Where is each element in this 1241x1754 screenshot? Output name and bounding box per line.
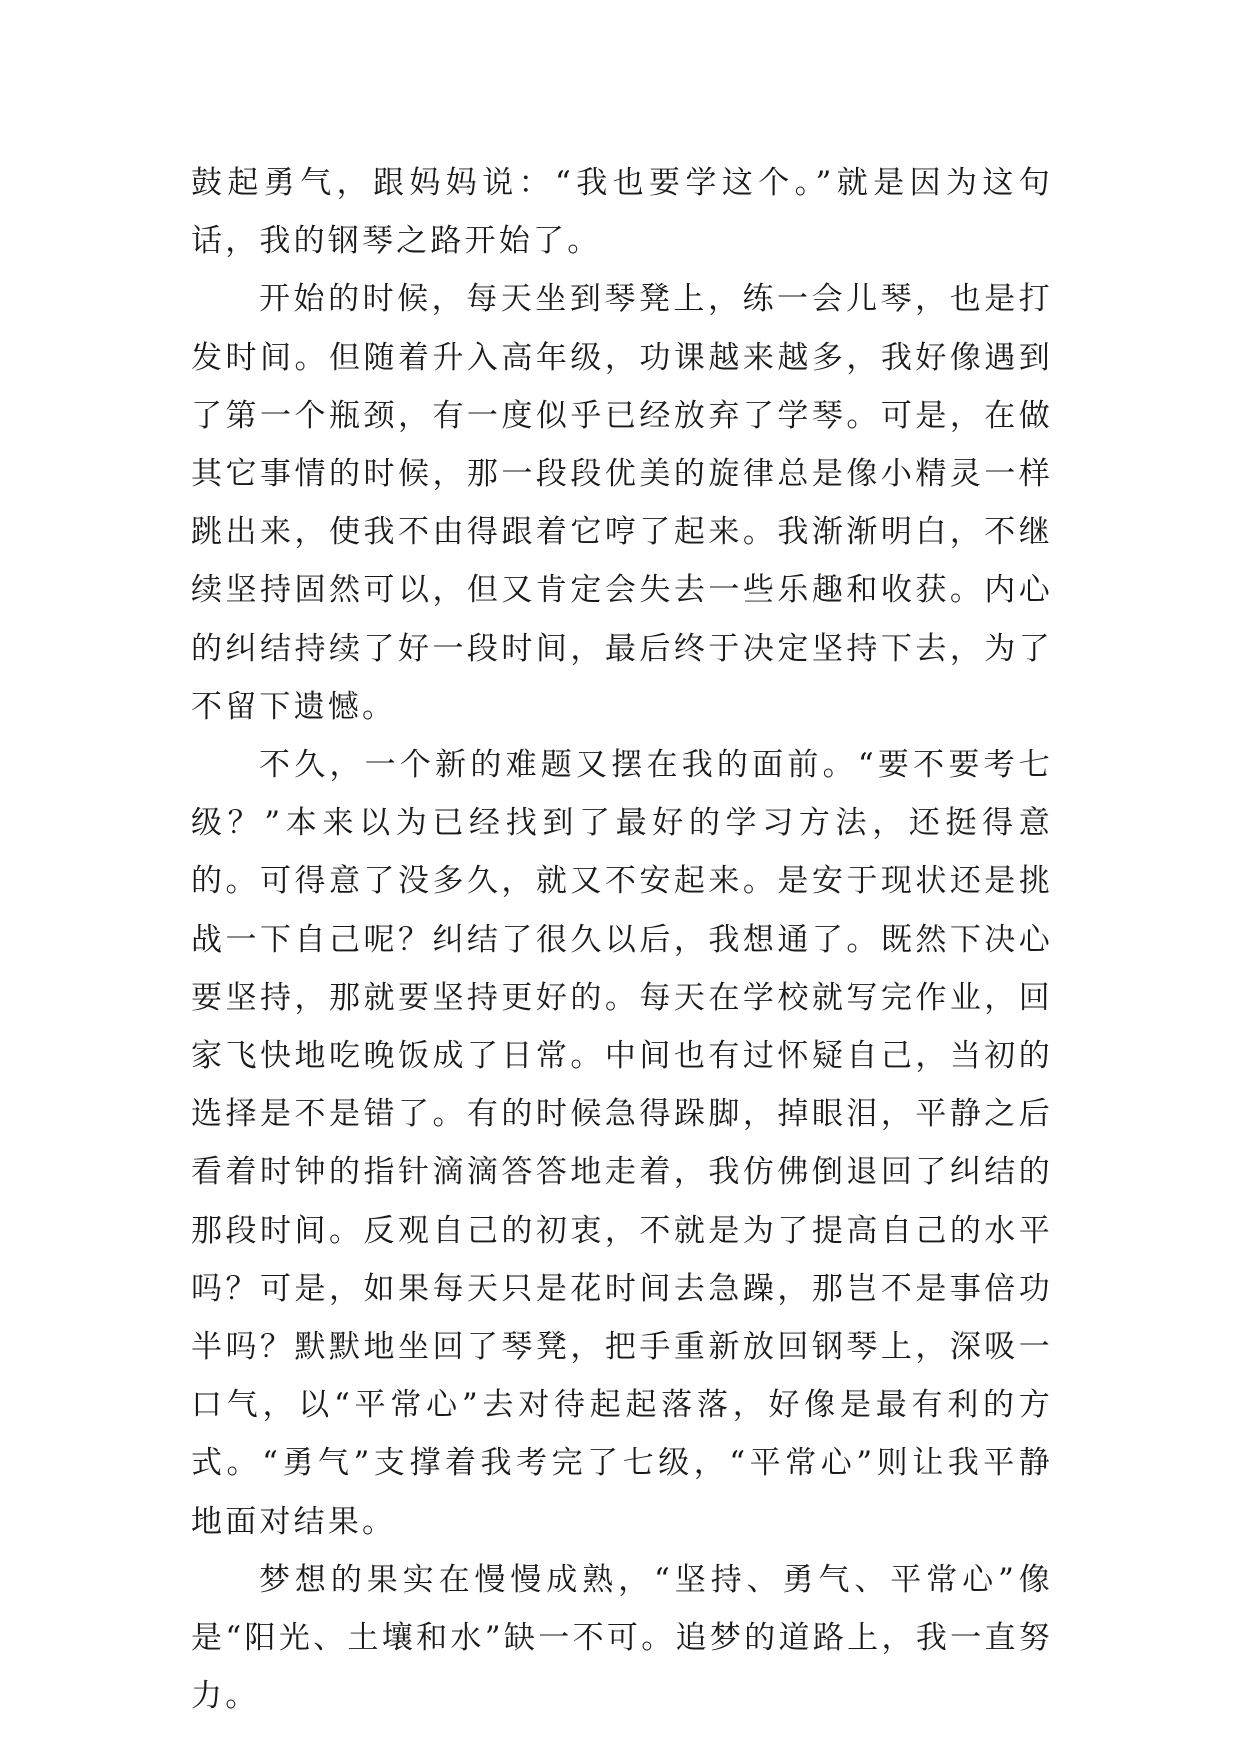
paragraph: 不久，一个新的难题又摆在我的面前。“要不要考七级？”本来以为已经找到了最好的学习方法，还挺得意的。可得意了没多久，就又不安起来。是安于现状还是挑战一下自己呢？纠结了很久以后，我想通了。既然下决心要坚持，那就要坚持更好的。每天在学校就写完作业，回家飞快地吃晚饭成了日常。中间也有过怀疑自己，当初的选择是不是错了。有的时候急得跺脚，掉眼泪，平静之后看着时钟的指针滴滴答答地走着，我仿佛倒退回了纠结的那段时间。反观自己的初衷，不就是为了提高自己的水平吗？可是，如果每天只是花时间去急躁，那岂不是事倍功半吗？默默地坐回了琴凳，把手重新放回钢琴上，深吸一口气，以“平常心”去对待起起落落，好像是最有利的方式。“勇气”支撑着我考完了七级，“平常心”则让我平静地面对结果。 xyxy=(191,747,1053,1540)
paragraph: 鼓起勇气，跟妈妈说：“我也要学这个。”就是因为这句话，我的钢琴之路开始了。 xyxy=(191,165,1053,260)
body-text xyxy=(191,154,1053,1725)
paragraph: 开始的时候，每天坐到琴凳上，练一会儿琴，也是打发时间。但随着升入高年级，功课越来越多，我好像遇到了第一个瓶颈，有一度似乎已经放弃了学琴。可是，在做其它事情的时候，那一段段优美的旋律总是像小精灵一样跳出来，使我不由得跟着它哼了起来。我渐渐明白，不继续坚持固然可以，但又肯定会失去一些乐趣和收获。内心的纠结持续了好一段时间，最后终于决定坚持下去，为了不留下遗憾。 xyxy=(191,281,1053,725)
paragraph: 梦想的果实在慢慢成熟，“坚持、勇气、平常心”像是“阳光、土壤和水”缺一不可。追梦的道路上，我一直努力。 xyxy=(191,1561,1053,1715)
